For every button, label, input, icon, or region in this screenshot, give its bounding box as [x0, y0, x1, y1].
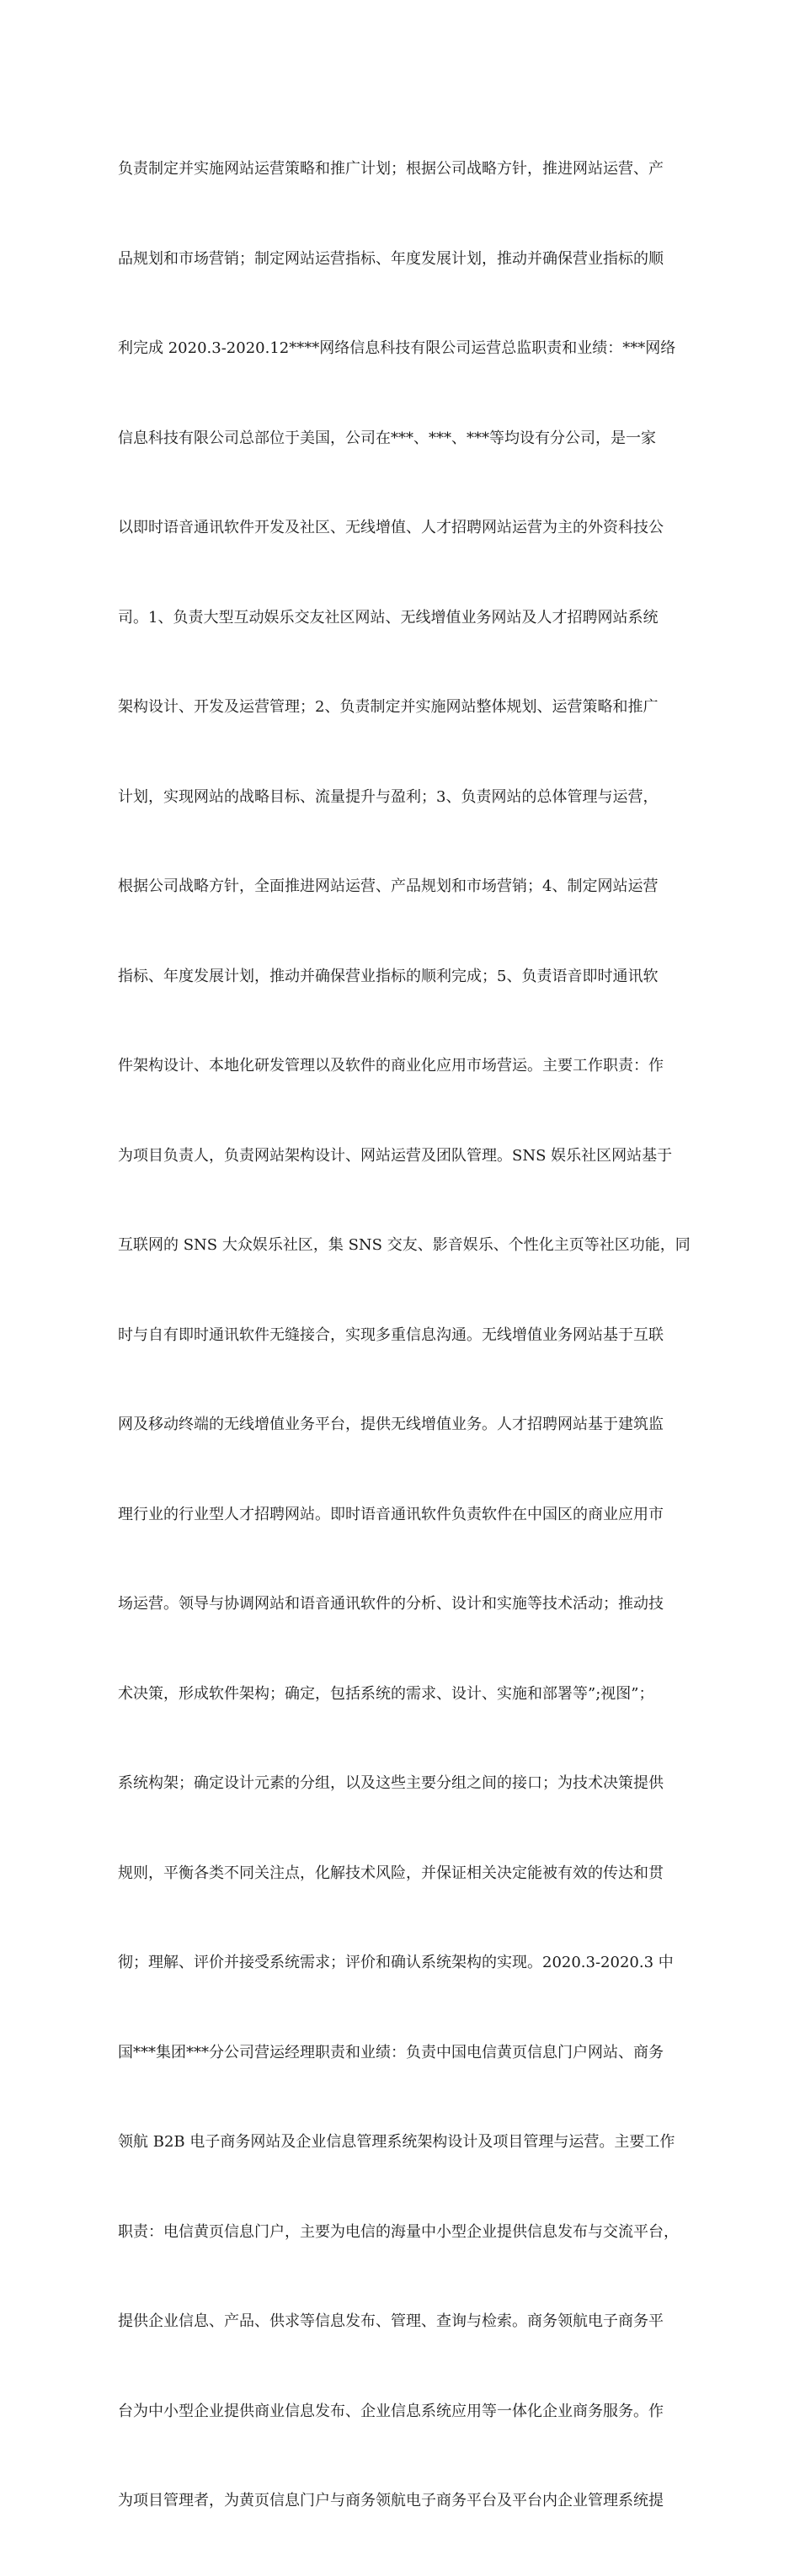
- text-line: 职责：电信黄页信息门户，主要为电信的海量中小型企业提供信息发布与交流平台，: [118, 2222, 679, 2241]
- text-line: 为项目负责人，负责网站架构设计、网站运营及团队管理。SNS 娱乐社区网站基于: [118, 1146, 673, 1165]
- text-line: 时与自有即时通讯软件无缝接合，实现多重信息沟通。无线增值业务网站基于互联: [118, 1325, 664, 1344]
- text-line: 以即时语音通讯软件开发及社区、无线增值、人才招聘网站运营为主的外资科技公: [118, 519, 664, 536]
- text-line: 领航 B2B 电子商务网站及企业信息管理系统架构设计及项目管理与运营。主要工作: [118, 2133, 675, 2151]
- text-line: 术决策，形成软件架构；确定，包括系统的需求、设计、实施和部署等”;视图”；: [118, 1684, 654, 1703]
- text-line: 国***集团***分公司营运经理职责和业绩：负责中国电信黄页信息门户网站、商务: [118, 2043, 664, 2061]
- text-line: 彻；理解、评价并接受系统需求；评价和确认系统架构的实现。2020.3-2020.3 中: [118, 1954, 674, 1971]
- text-line: 信息科技有限公司总部位于美国，公司在***、***、***等均设有分公司，是一家: [118, 429, 656, 447]
- text-line: 网及移动终端的无线增值业务平台，提供无线增值业务。人才招聘网站基于建筑监: [118, 1416, 664, 1433]
- text-line: 根据公司战略方针，全面推进网站运营、产品规划和市场营销；4、制定网站运营: [118, 877, 659, 895]
- text-line: 提供企业信息、产品、供求等信息发布、管理、查询与检索。商务领航电子商务平: [118, 2312, 664, 2330]
- body-paragraph: [118, 94, 699, 2576]
- text-line: 品规划和市场营销；制定网站运营指标、年度发展计划，推动并确保营业指标的顺: [118, 249, 664, 268]
- text-line: 利完成 2020.3-2020.12****网络信息科技有限公司运营总监职责和业绩：***网络: [118, 339, 676, 357]
- text-line: 台为中小型企业提供商业信息发布、企业信息系统应用等一体化企业商务服务。作: [118, 2402, 664, 2420]
- text-line: 负责制定并实施网站运营策略和推广计划；根据公司战略方针，推进网站运营、产: [118, 160, 664, 178]
- text-line: 架构设计、开发及运营管理；2、负责制定并实施网站整体规划、运营策略和推广: [118, 698, 659, 716]
- text-line: 系统构架；确定设计元素的分组，以及这些主要分组之间的接口；为技术决策提供: [118, 1774, 664, 1792]
- text-line: 场运营。领导与协调网站和语音通讯软件的分析、设计和实施等技术活动；推动技: [118, 1595, 664, 1613]
- text-line: 规则，平衡各类不同关注点，化解技术风险，并保证相关决定能被有效的传达和贯: [118, 1864, 664, 1882]
- text-line: 互联网的 SNS 大众娱乐社区，集 SNS 交友、影音娱乐、个性化主页等社区功能，同: [118, 1236, 691, 1254]
- text-line: 件架构设计、本地化研发管理以及软件的商业化应用市场营运。主要工作职责：作: [118, 1057, 664, 1075]
- text-line: 为项目管理者，为黄页信息门户与商务领航电子商务平台及平台内企业管理系统提: [118, 2492, 664, 2509]
- text-line: 理行业的行业型人才招聘网站。即时语音通讯软件负责软件在中国区的商业应用市: [118, 1505, 664, 1523]
- text-line: 指标、年度发展计划，推动并确保营业指标的顺利完成；5、负责语音即时通讯软: [118, 967, 659, 985]
- text-line: 计划，实现网站的战略目标、流量提升与盈利；3、负责网站的总体管理与运营，: [118, 787, 659, 806]
- text-line: 司。1、负责大型互动娱乐交友社区网站、无线增值业务网站及人才招聘网站系统: [118, 608, 659, 627]
